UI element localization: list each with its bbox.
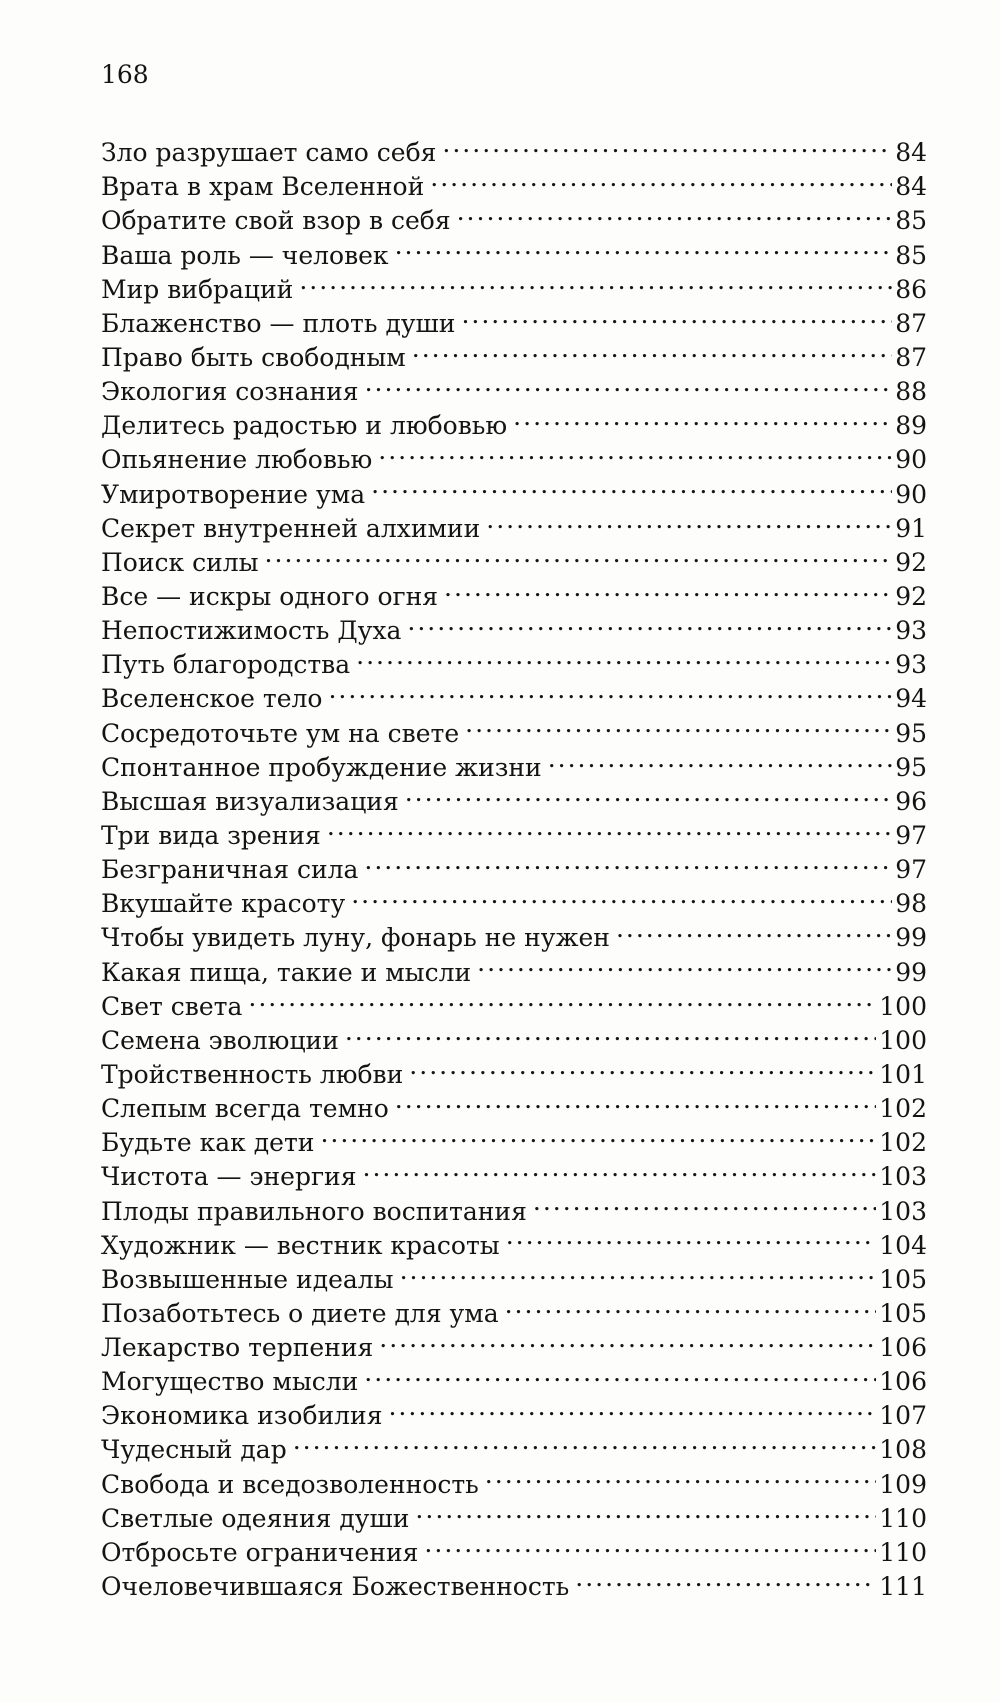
toc-dot-leader [486,503,892,537]
toc-entry-title: Вселенское тело [101,684,323,714]
toc-dot-leader [248,981,876,1015]
toc-dot-leader [328,673,892,707]
toc-dot-leader [616,912,892,946]
toc-dot-leader [351,878,892,912]
toc-entry-title: Художник — вестник красоты [101,1230,500,1260]
toc-entry-page-number: 88 [895,377,927,407]
toc-entry [101,127,927,168]
toc-entry-page-number: 96 [895,786,927,816]
toc-entry-page-number: 106 [879,1367,927,1397]
toc-entry-title: Безграничная сила [101,855,359,885]
toc-entry-page-number: 90 [895,479,927,509]
toc-entry-page-number: 105 [879,1264,927,1294]
toc-entry-page-number: 98 [895,889,927,919]
toc-entry-page-number: 86 [895,274,927,304]
toc-dot-leader [485,1458,876,1492]
toc-entry-title: Свет света [101,991,243,1021]
toc-dot-leader [405,776,892,810]
toc-entry-title: Мир вибраций [101,274,294,304]
toc-dot-leader [415,1493,876,1527]
toc-entry-title: Спонтанное пробуждение жизни [101,752,542,782]
toc-dot-leader [461,298,892,332]
toc-entry-page-number: 97 [895,820,927,850]
toc-entry-title: Делитесь радостью и любовью [101,411,508,441]
toc-dot-leader [364,844,892,878]
toc-dot-leader [379,1322,876,1356]
toc-entry-title: Чистота — энергия [101,1162,357,1192]
toc-entry-page-number: 95 [895,718,927,748]
toc-entry-title: Отбросьте ограничения [101,1537,419,1567]
toc-entry-title: Могущество мысли [101,1367,359,1397]
toc-dot-leader [327,810,892,844]
toc-entry-page-number: 91 [895,513,927,543]
toc-entry-title: Экономика изобилия [101,1401,383,1431]
toc-entry-page-number: 109 [879,1469,927,1499]
toc-entry-title: Поиск силы [101,547,259,577]
toc-entry-page-number: 105 [879,1298,927,1328]
toc-entry-page-number: 104 [879,1230,927,1260]
toc-dot-leader [430,161,892,195]
toc-entry-page-number: 93 [895,650,927,680]
toc-dot-leader [409,1049,876,1083]
toc-entry-page-number: 102 [879,1094,927,1124]
toc-entry-page-number: 108 [879,1435,927,1465]
toc-entry-title: Чудесный дар [101,1435,287,1465]
table-of-contents [101,127,927,1602]
toc-entry-title: Врата в храм Вселенной [101,172,425,202]
toc-entry-page-number: 97 [895,855,927,885]
toc-dot-leader [412,332,892,366]
toc-entry-title: Чтобы увидеть луну, фонарь не нужен [101,923,610,953]
toc-entry-page-number: 106 [879,1333,927,1363]
toc-entry-page-number: 95 [895,752,927,782]
toc-dot-leader [400,1254,877,1288]
toc-entry-page-number: 100 [879,991,927,1021]
toc-dot-leader [365,366,893,400]
toc-entry-title: Зло разрушает само себя [101,138,437,168]
toc-entry-page-number: 89 [895,411,927,441]
toc-entry-title: Возвышенные идеалы [101,1264,394,1294]
toc-entry-title: Тройственность любви [101,1059,404,1089]
toc-entry-title: Обратите свой взор в себя [101,206,451,236]
toc-entry-page-number: 84 [895,172,927,202]
toc-entry-title: Путь благородства [101,650,351,680]
toc-entry-title: Непостижимость Духа [101,616,402,646]
toc-entry-page-number: 103 [879,1162,927,1192]
toc-entry-title: Сосредоточьте ум на свете [101,718,460,748]
toc-entry-page-number: 103 [879,1196,927,1226]
toc-entry-title: Все — искры одного огня [101,581,439,611]
toc-entry-page-number: 110 [879,1503,927,1533]
toc-entry-page-number: 85 [895,240,927,270]
toc-entry-title: Свобода и вседозволенность [101,1469,479,1499]
toc-entry-title: Право быть свободным [101,342,406,372]
toc-entry-title: Экология сознания [101,377,359,407]
toc-dot-leader [363,1151,877,1185]
toc-dot-leader [299,264,892,298]
toc-dot-leader [364,1356,876,1390]
toc-entry-page-number: 111 [879,1572,927,1602]
toc-entry-page-number: 90 [895,445,927,475]
toc-dot-leader [513,400,892,434]
toc-dot-leader [424,1527,876,1561]
toc-entry-page-number: 102 [879,1128,927,1158]
toc-entry-page-number: 92 [895,547,927,577]
toc-entry-page-number: 85 [895,206,927,236]
toc-dot-leader [477,946,892,980]
toc-entry-title: Вкушайте красоту [101,889,346,919]
toc-entry-title: Позаботьтесь о диете для ума [101,1298,499,1328]
toc-dot-leader [388,1390,876,1424]
toc-dot-leader [575,1561,876,1595]
toc-entry-title: Три вида зрения [101,820,321,850]
toc-dot-leader [533,1185,876,1219]
toc-dot-leader [465,707,892,741]
toc-entry-title: Ваша роль — человек [101,240,389,270]
toc-dot-leader [548,742,892,776]
toc-entry-title: Светлые одеяния души [101,1503,410,1533]
toc-entry-title: Будьте как дети [101,1128,315,1158]
toc-entry-title: Семена эволюции [101,1025,339,1055]
toc-dot-leader [457,195,893,229]
toc-dot-leader [407,605,892,639]
toc-dot-leader [356,639,892,673]
toc-entry-title: Секрет внутренней алхимии [101,513,481,543]
toc-dot-leader [320,1117,876,1151]
toc-dot-leader [378,434,892,468]
toc-dot-leader [505,1288,877,1322]
page-number: 168 [101,60,149,89]
toc-dot-leader [506,1220,877,1254]
toc-entry-page-number: 99 [895,923,927,953]
toc-entry-page-number: 87 [895,308,927,338]
toc-entry-page-number: 101 [879,1059,927,1089]
toc-entry-page-number: 94 [895,684,927,714]
toc-entry-page-number: 92 [895,581,927,611]
toc-dot-leader [345,1015,876,1049]
toc-dot-leader [395,1083,877,1117]
toc-entry-title: Плоды правильного воспитания [101,1196,527,1226]
toc-entry-page-number: 100 [879,1025,927,1055]
toc-entry-title: Слепым всегда темно [101,1094,389,1124]
toc-dot-leader [442,127,892,161]
toc-entry-page-number: 110 [879,1537,927,1567]
toc-entry-title: Какая пища, такие и мысли [101,957,472,987]
toc-entry-page-number: 107 [879,1401,927,1431]
toc-entry-title: Умиротворение ума [101,479,366,509]
toc-entry-page-number: 84 [895,138,927,168]
toc-dot-leader [265,537,893,571]
toc-dot-leader [444,571,892,605]
toc-entry-page-number: 99 [895,957,927,987]
toc-entry-title: Опьянение любовью [101,445,373,475]
toc-entry-title: Блаженство — плоть души [101,308,456,338]
toc-dot-leader [293,1424,877,1458]
toc-dot-leader [371,468,892,502]
toc-entry-title: Высшая визуализация [101,786,399,816]
toc-dot-leader [395,229,893,263]
toc-entry-page-number: 87 [895,342,927,372]
toc-entry-page-number: 93 [895,616,927,646]
toc-entry-title: Очеловечившаяся Божественность [101,1572,570,1602]
toc-entry-title: Лекарство терпения [101,1333,374,1363]
